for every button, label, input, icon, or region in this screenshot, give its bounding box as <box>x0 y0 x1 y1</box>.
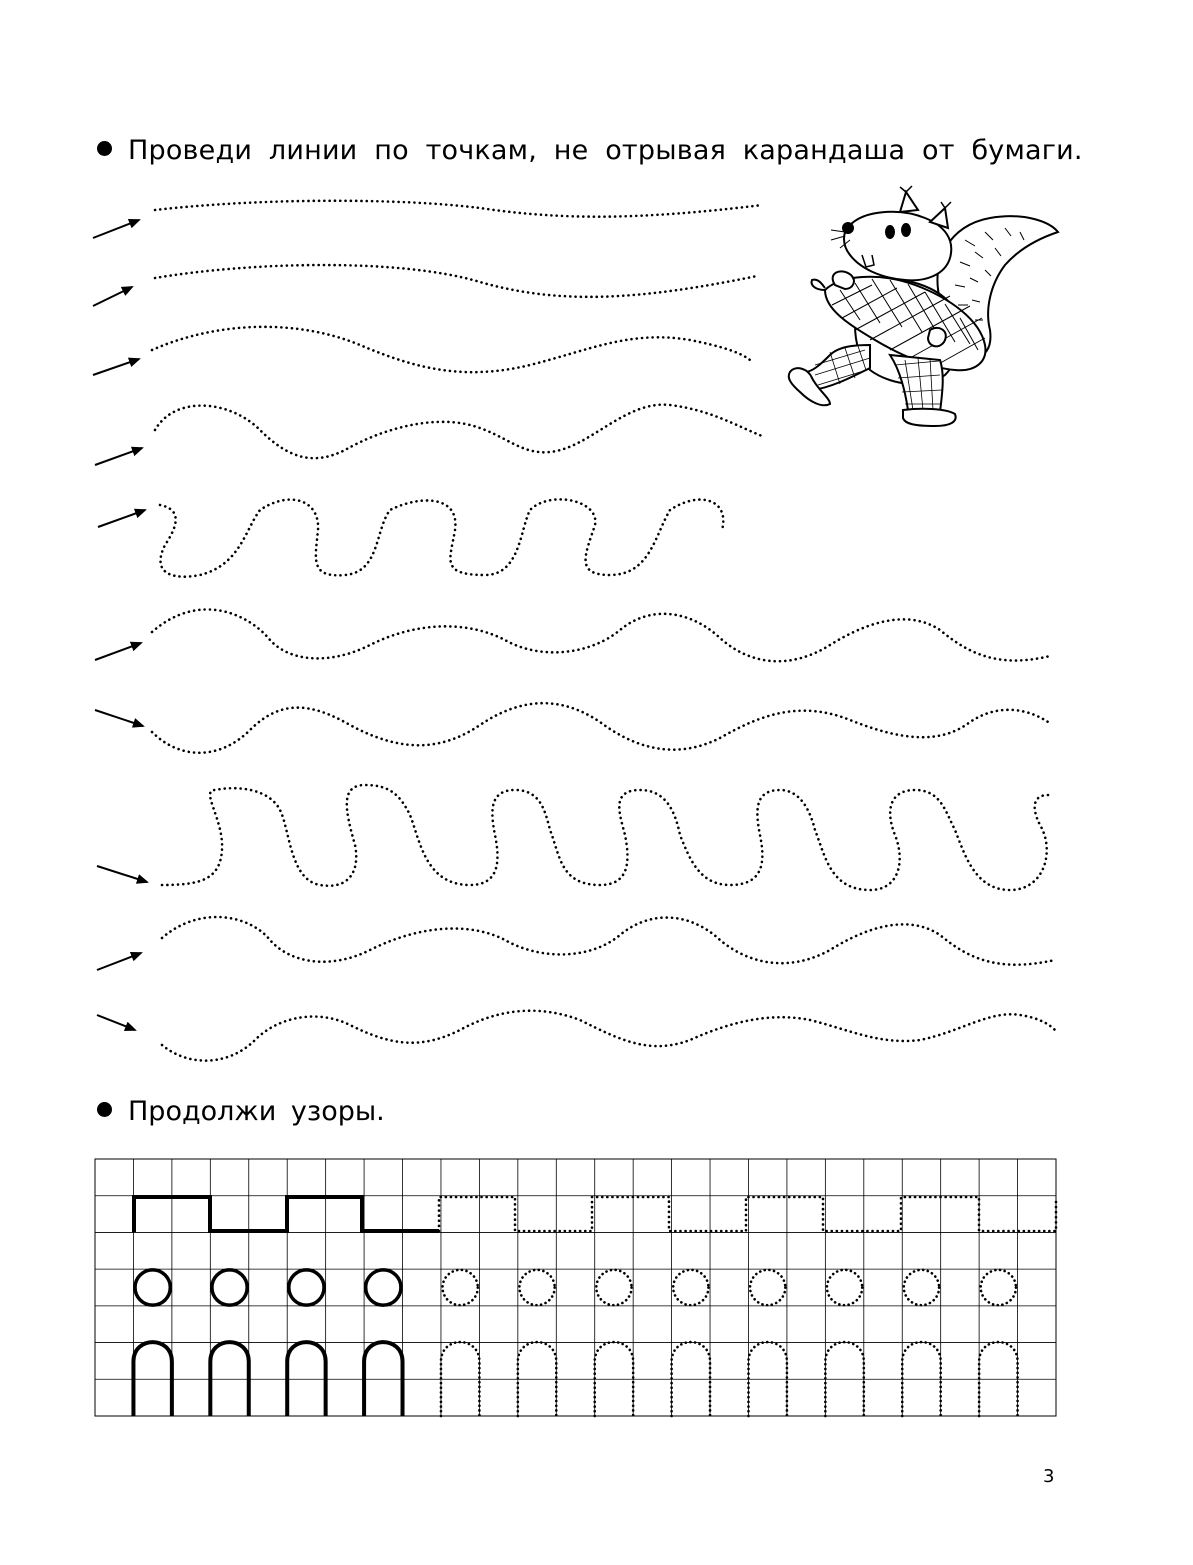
trace-line-4[interactable] <box>155 405 762 459</box>
grid-lines <box>95 1159 1056 1416</box>
squirrel-paw <box>833 271 854 289</box>
instruction-trace-text: Проведи линии по точкам, не отрывая карандаша от бумаги. <box>128 135 1083 166</box>
circle-dotted[interactable] <box>443 1270 478 1305</box>
pattern-row-circles <box>135 1270 1016 1305</box>
circle-dotted[interactable] <box>981 1270 1016 1305</box>
trace-line-5[interactable] <box>160 499 723 576</box>
trace-line-8[interactable] <box>162 785 1048 890</box>
trace-line-3[interactable] <box>152 327 750 372</box>
squirrel-paw <box>928 328 946 346</box>
instruction-patterns-text: Продолжи узоры. <box>128 1096 385 1127</box>
pinecone-stem <box>812 280 825 290</box>
circle-solid <box>289 1270 324 1305</box>
arrow-icon <box>95 710 143 726</box>
circle-dotted[interactable] <box>750 1270 785 1305</box>
circle-solid <box>135 1270 170 1305</box>
circle-dotted[interactable] <box>827 1270 862 1305</box>
arrow-icon <box>97 866 147 882</box>
arrow-icon <box>98 510 145 527</box>
squirrel-eye <box>886 226 894 238</box>
squirrel-shoe <box>903 409 956 426</box>
trace-line-1[interactable] <box>155 201 762 217</box>
trace-line-10[interactable] <box>162 1011 1055 1061</box>
circle-dotted[interactable] <box>596 1270 631 1305</box>
grid-border <box>95 1159 1056 1416</box>
arrow-icon <box>93 287 132 306</box>
meander-solid <box>134 1197 439 1232</box>
circle-solid <box>366 1270 401 1305</box>
arrow-icon <box>97 1015 135 1030</box>
trace-line-6[interactable] <box>152 609 1050 661</box>
arrow-icon <box>93 220 139 238</box>
arrow-icon <box>97 953 141 970</box>
arrow-icon <box>95 448 142 465</box>
meander-dotted[interactable] <box>439 1197 1056 1231</box>
circle-dotted[interactable] <box>519 1270 554 1305</box>
trace-line-9[interactable] <box>162 917 1055 965</box>
squirrel-ear <box>900 192 918 212</box>
start-arrows <box>93 220 147 1030</box>
trace-line-2[interactable] <box>155 265 757 297</box>
arrow-icon <box>95 643 141 660</box>
circle-solid <box>212 1270 247 1305</box>
squirrel-leg <box>890 355 943 412</box>
page-number: 3 <box>1043 1466 1055 1487</box>
squirrel-illustration <box>789 186 1058 426</box>
squirrel-eye <box>902 224 910 236</box>
pattern-grid <box>95 1159 1056 1416</box>
circle-dotted[interactable] <box>673 1270 708 1305</box>
trace-line-7[interactable] <box>152 703 1048 753</box>
arrow-icon <box>93 359 139 375</box>
circle-dotted[interactable] <box>904 1270 939 1305</box>
